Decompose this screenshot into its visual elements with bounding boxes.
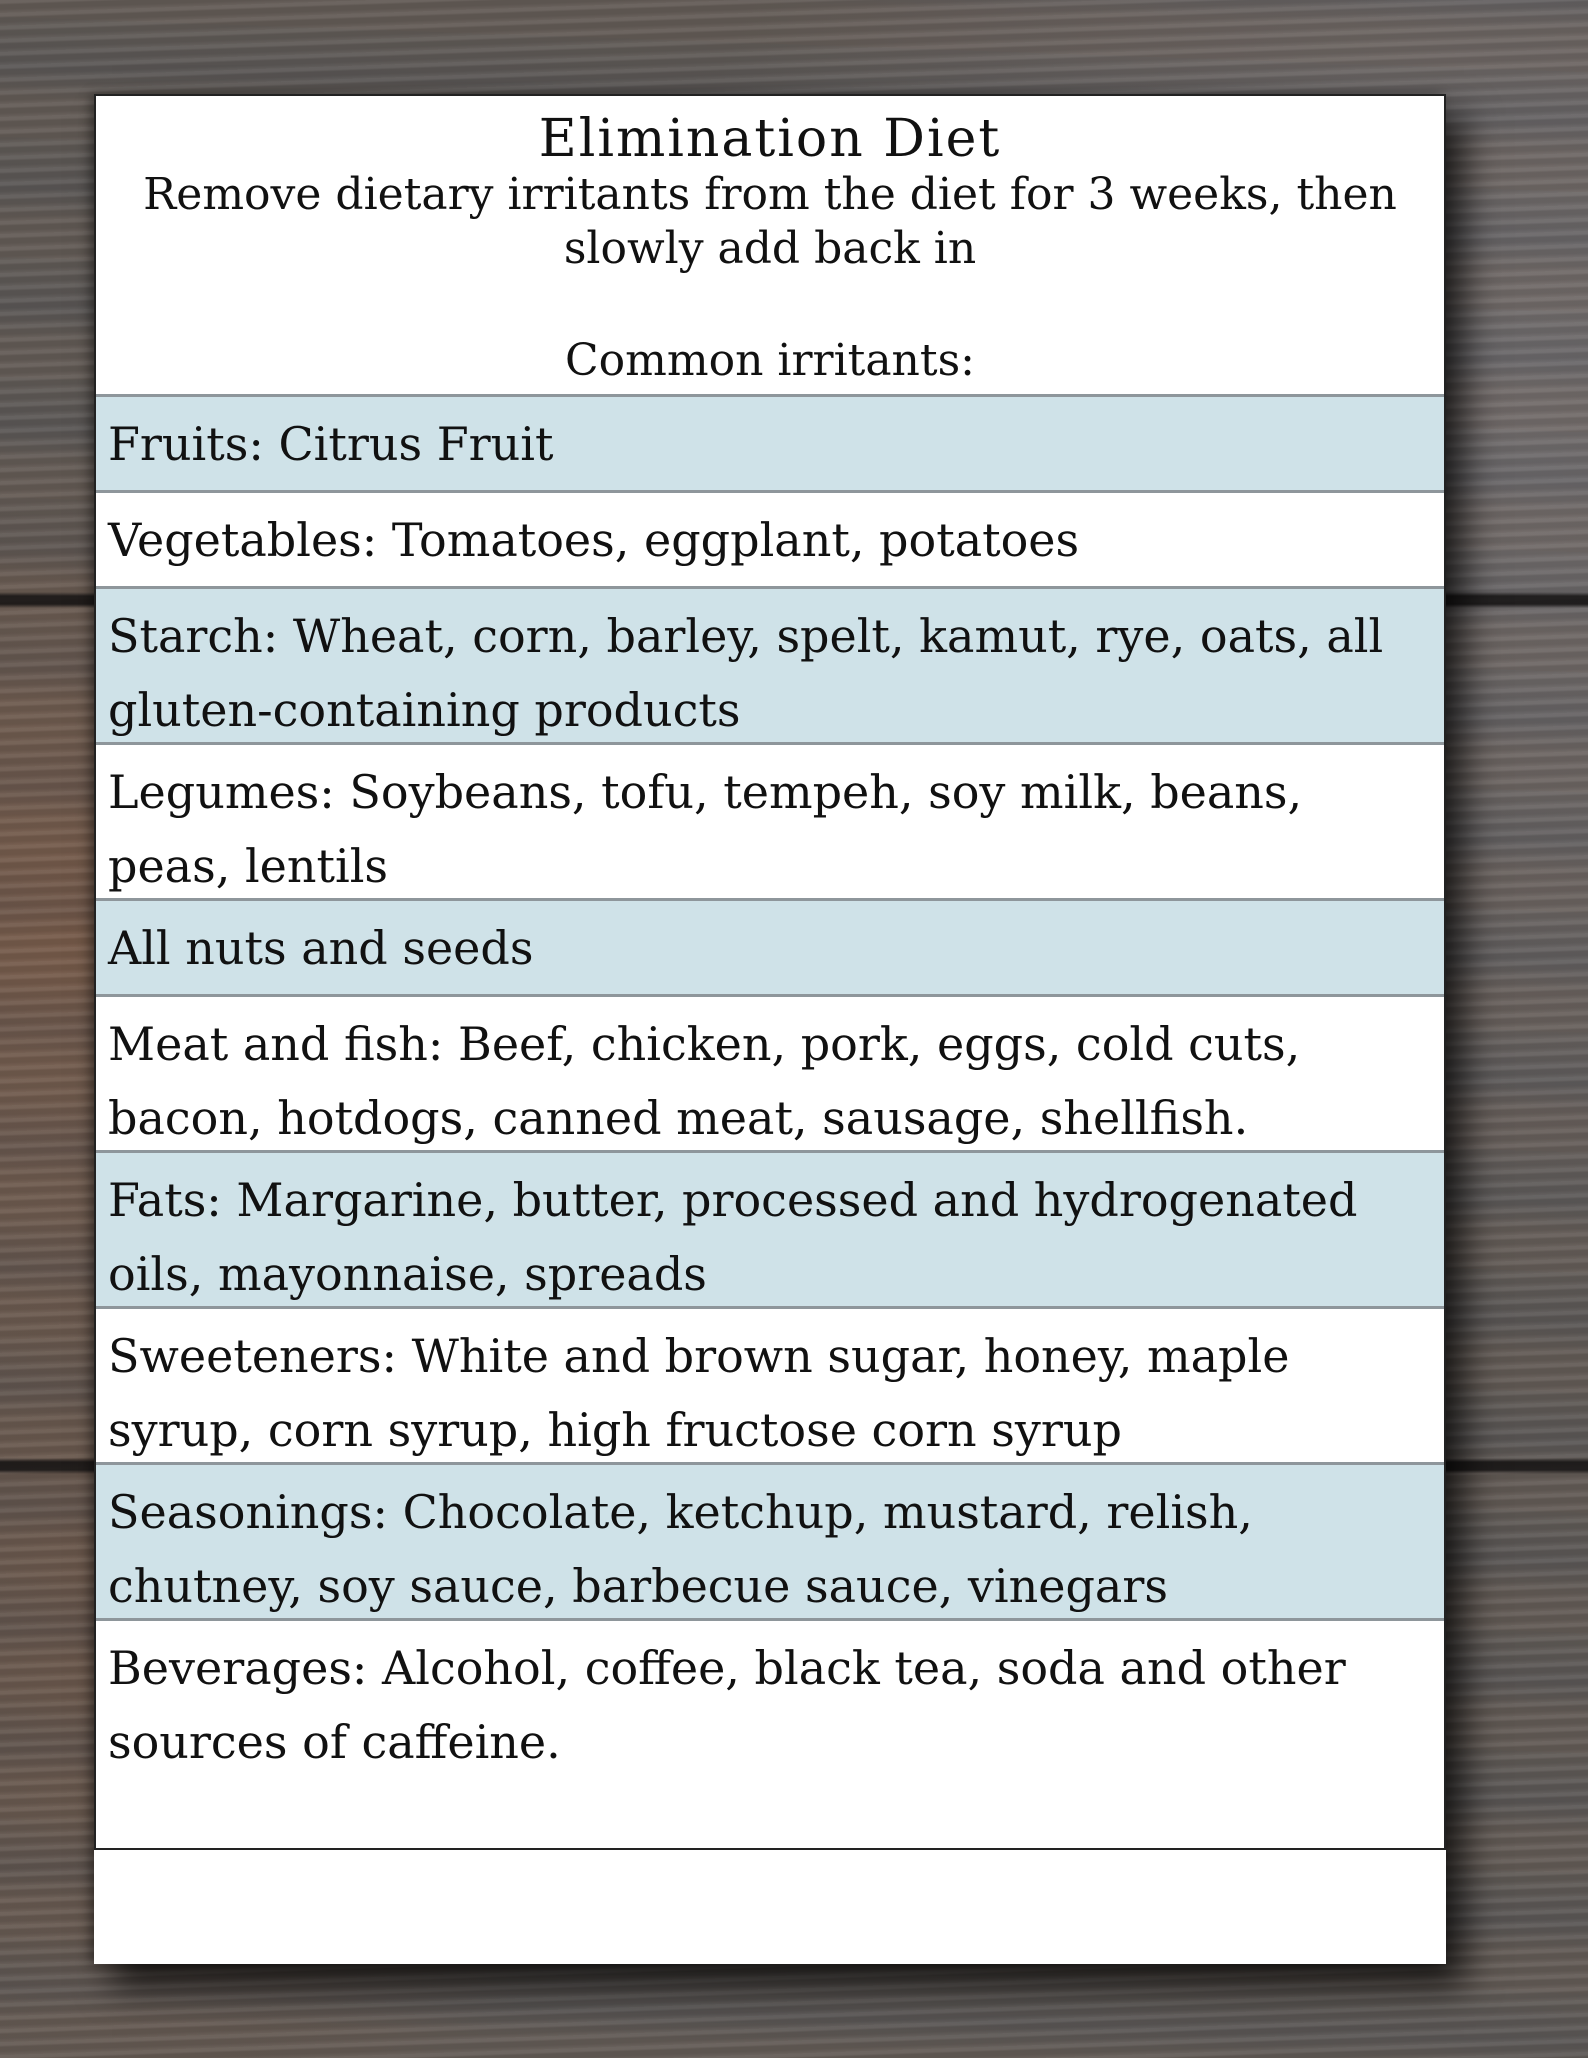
section-label: Common irritants: — [565, 335, 975, 386]
irritant-row-fruits: Fruits: Citrus Fruit — [96, 394, 1444, 490]
irritant-row-beverages: Beverages: Alcohol, coffee, black tea, soda and other sources of caffeine. — [96, 1618, 1444, 1844]
document-subtitle: Remove dietary irritants from the diet for 3 weeks, then slowly add back in — [143, 169, 1397, 274]
table-header — [96, 96, 1444, 394]
irritant-row-vegetables: Vegetables: Tomatoes, eggplant, potatoes — [96, 490, 1444, 586]
irritant-row-seasonings: Seasonings: Chocolate, ketchup, mustard, relish, chutney, soy sauce, barbecue sauce, vinegars — [96, 1462, 1444, 1618]
irritant-row-legumes: Legumes: Soybeans, tofu, tempeh, soy milk, beans, peas, lentils — [96, 742, 1444, 898]
elimination-diet-card — [94, 94, 1446, 1964]
irritant-row-sweeteners: Sweeteners: White and brown sugar, honey, maple syrup, corn syrup, high fructose corn syrup — [96, 1306, 1444, 1462]
irritant-row-meat-fish: Meat and fish: Beef, chicken, pork, eggs, cold cuts, bacon, hotdogs, canned meat, sausage, shellfish. — [96, 994, 1444, 1150]
irritant-row-starch: Starch: Wheat, corn, barley, spelt, kamut, rye, oats, all gluten-containing products — [96, 586, 1444, 742]
irritants-table — [94, 94, 1446, 1850]
irritant-row-fats: Fats: Margarine, butter, processed and hydrogenated oils, mayonnaise, spreads — [96, 1150, 1444, 1306]
irritant-row-nuts-seeds: All nuts and seeds — [96, 898, 1444, 994]
document-title: Elimination Diet — [538, 109, 1002, 169]
